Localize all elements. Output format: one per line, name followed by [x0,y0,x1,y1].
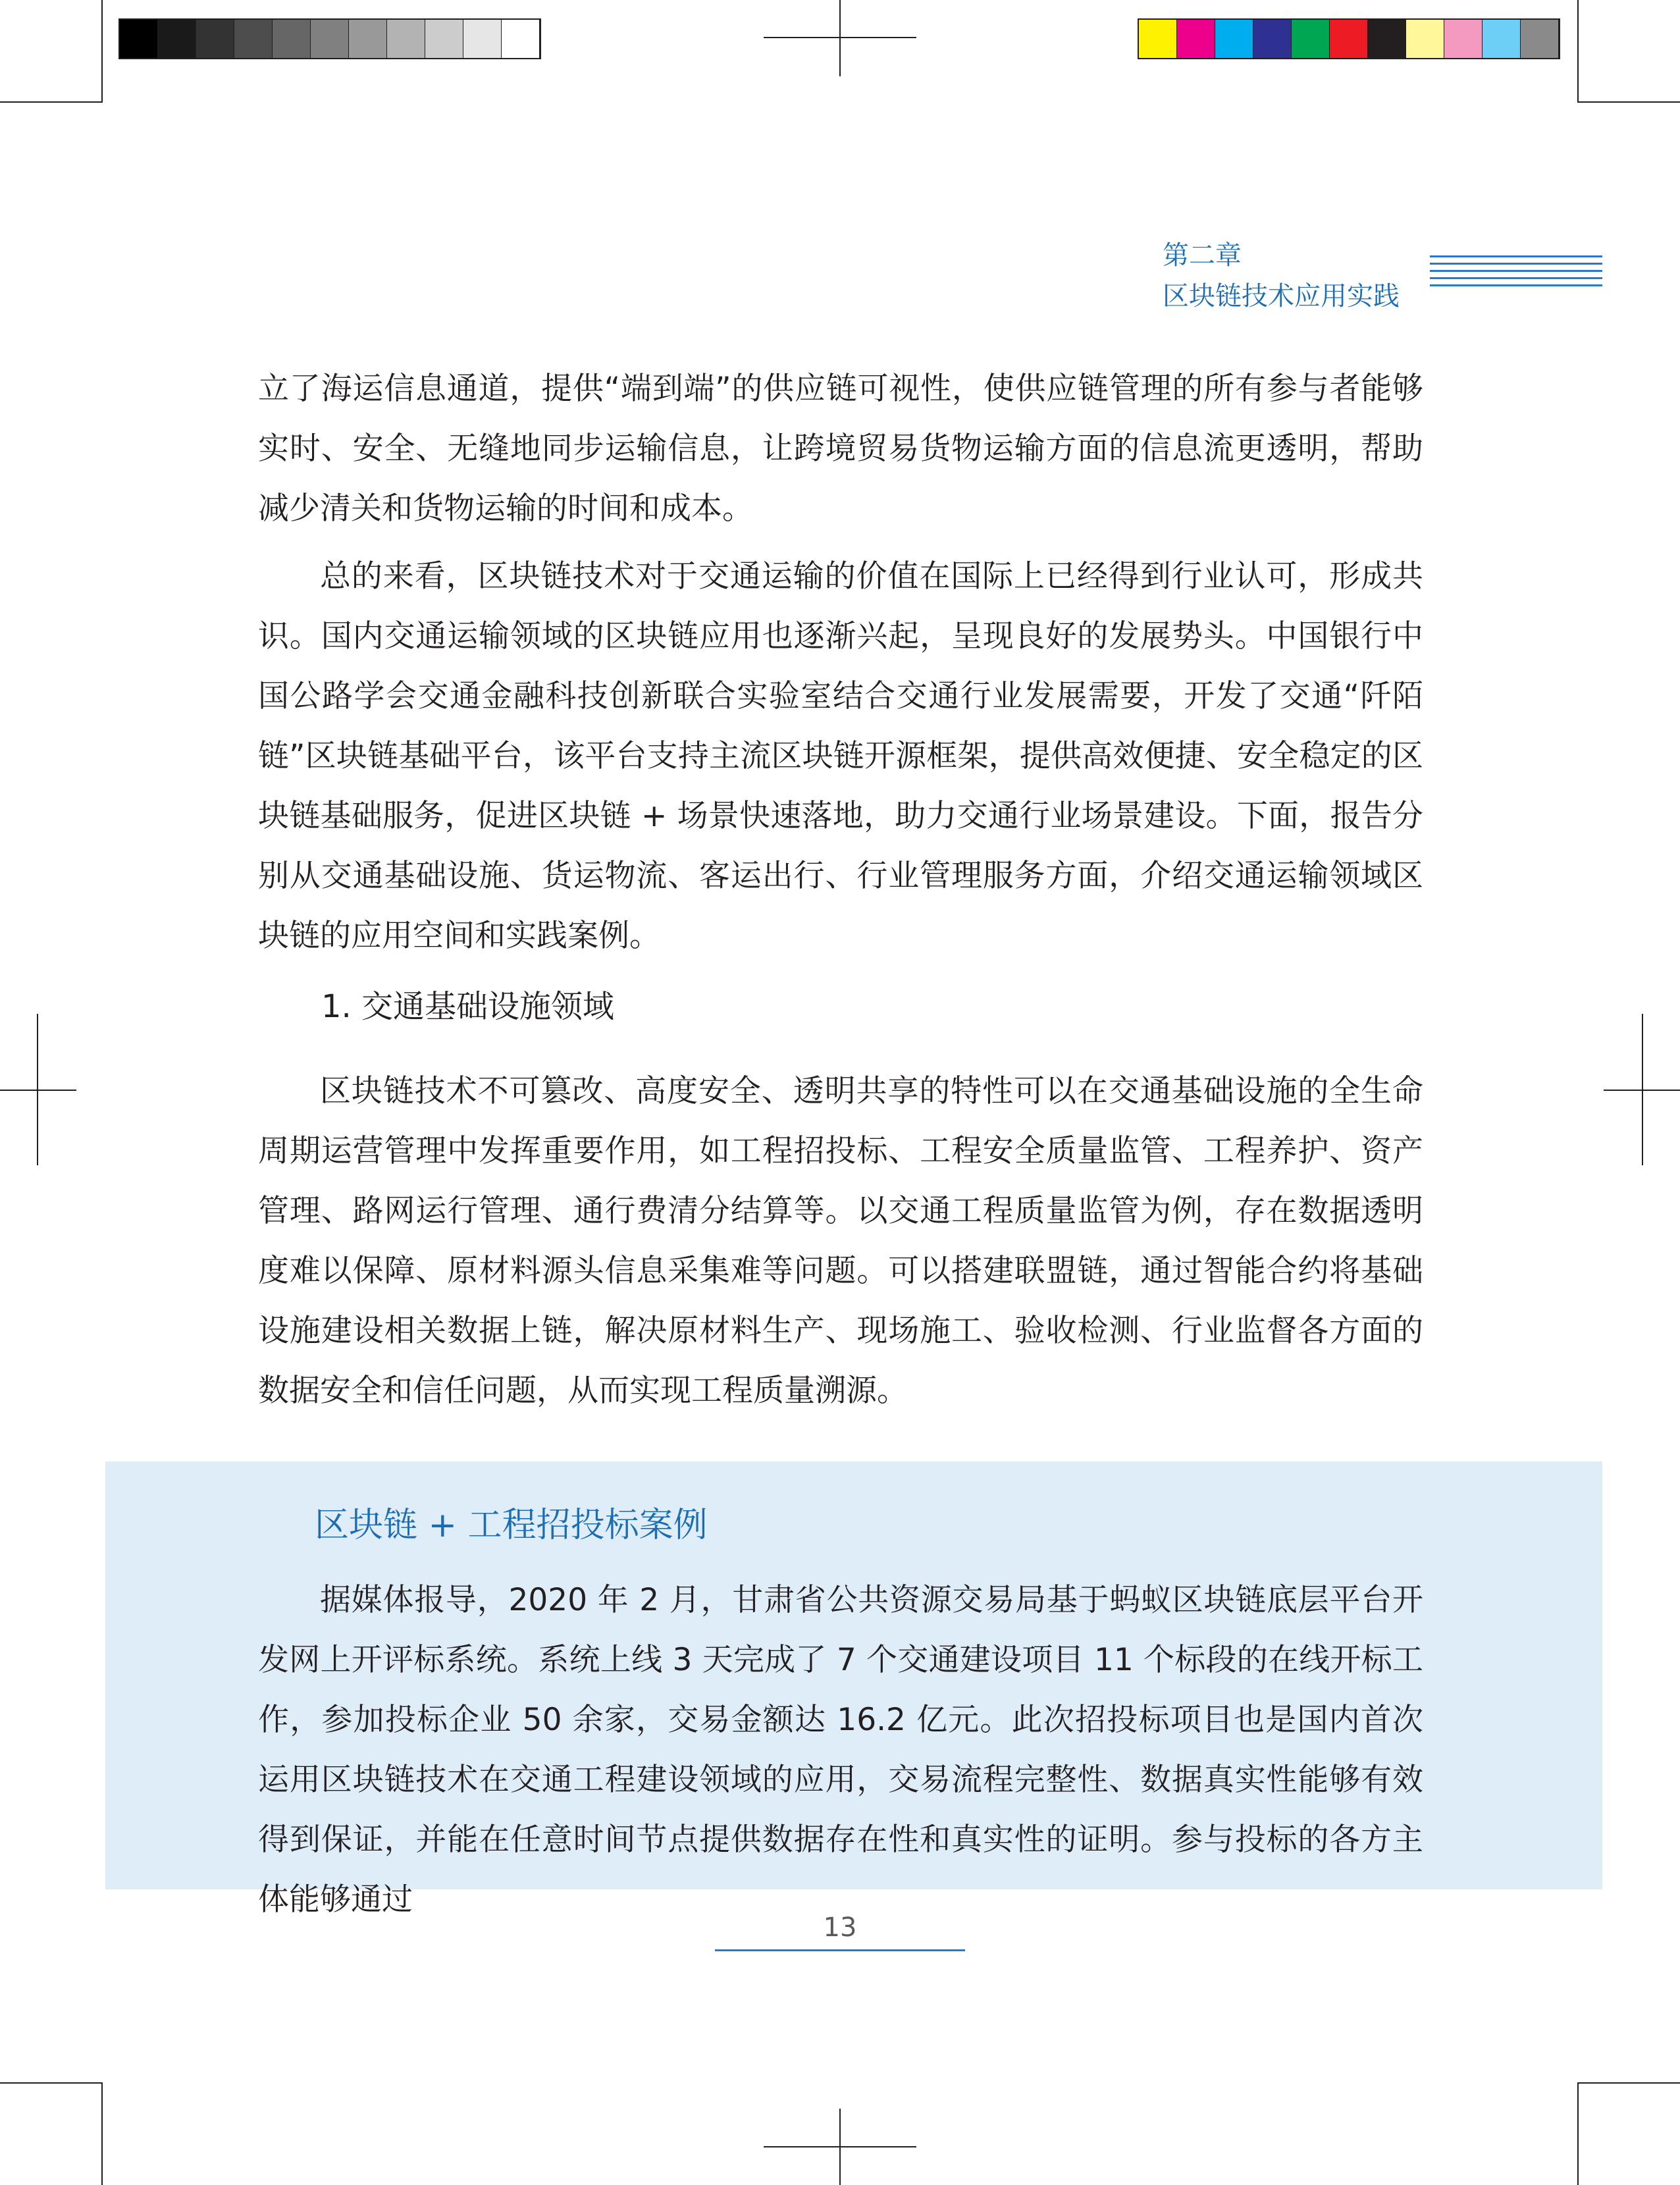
color-swatch [1444,20,1483,58]
gray-swatch [120,20,158,58]
gray-swatch [349,20,387,58]
color-swatch [1177,20,1215,58]
case-study-paragraph [258,1570,1423,1930]
page-number-underline [715,1949,965,1951]
color-swatch [1406,20,1444,58]
paragraph-summary [258,546,1423,966]
chapter-title: 区块链技术应用实践 [1163,281,1400,311]
color-swatch [1330,20,1368,58]
header-decoration-lines [1430,255,1602,292]
gray-swatch [273,20,311,58]
gray-calibration-bar [118,18,541,59]
color-swatch [1368,20,1406,58]
color-swatch [1253,20,1292,58]
paragraph-text: 据媒体报导，2020 年 2 月，甘肃省公共资源交易局基于蚂蚁区块链底层平台开发网上开评标系统。系统上线 3 天完成了 7 个交通建设项目 11 个标段的在线开标工作，参加投标企业 50 余家，交易金额达 16.2 亿元。此次招投标项目也是国内首次运用区块链技术在交通工程建设领域的应用，交易流程完整性、数据真实性能够有效得到保证，并能在任意时间节点提供数据存在性和真实性的证明。参与投标的各方主体能够通过 [258,1582,1423,1918]
color-calibration-bar [1138,18,1560,59]
color-swatch [1483,20,1521,58]
paragraph-infrastructure [258,1061,1423,1421]
gray-swatch [425,20,463,58]
color-swatch [1521,20,1559,58]
gray-swatch [387,20,425,58]
chapter-number: 第二章 [1163,240,1242,271]
paragraph-continued [258,359,1423,539]
paragraph-text: 立了海运信息通道，提供“端到端”的供应链可视性，使供应链管理的所有参与者能够实时、安全、无缝地同步运输信息，让跨境贸易货物运输方面的信息流更透明，帮助减少清关和货物运输的时间和成本。 [258,371,1423,527]
color-swatch [1215,20,1253,58]
section-heading: 1. 交通基础设施领域 [321,988,615,1025]
color-swatch [1139,20,1177,58]
gray-swatch [158,20,196,58]
page-number: 13 [823,1912,857,1943]
paragraph-text: 总的来看，区块链技术对于交通运输的价值在国际上已经得到行业认可，形成共识。国内交通运输领域的区块链应用也逐渐兴起，呈现良好的发展势头。中国银行中国公路学会交通金融科技创新联合实验室结合交通行业发展需要，开发了交通“阡陌链”区块链基础平台，该平台支持主流区块链开源框架，提供高效便捷、安全稳定的区块链基础服务，促进区块链 + 场景快速落地，助力交通行业场景建设。下面，报告分别从交通基础设施、货运物流、客运出行、行业管理服务方面，介绍交通运输领域区块链的应用空间和实践案例。 [258,558,1423,954]
paragraph-text: 区块链技术不可篡改、高度安全、透明共享的特性可以在交通基础设施的全生命周期运营管理中发挥重要作用，如工程招投标、工程安全质量监管、工程养护、资产管理、路网运行管理、通行费清分结算等。以交通工程质量监管为例，存在数据透明度难以保障、原材料源头信息采集难等问题。可以搭建联盟链，通过智能合约将基础设施建设相关数据上链，解决原材料生产、现场施工、验收检测、行业监督各方面的数据安全和信任问题，从而实现工程质量溯源。 [258,1073,1423,1409]
gray-swatch [463,20,502,58]
gray-swatch [196,20,234,58]
gray-swatch [502,20,540,58]
case-study-title: 区块链 + 工程招投标案例 [315,1506,708,1545]
gray-swatch [311,20,349,58]
color-swatch [1292,20,1330,58]
gray-swatch [234,20,273,58]
